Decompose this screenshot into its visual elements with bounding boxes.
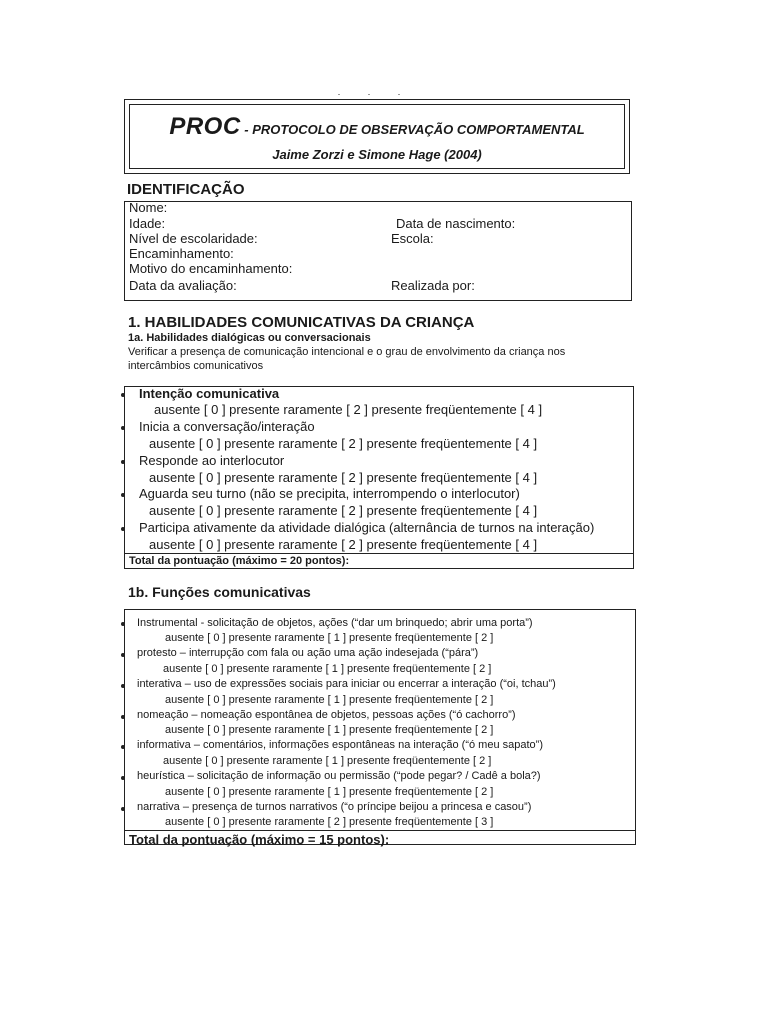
item-options: ausente [ 0 ] presente raramente [ 1 ] presente freqüentemente [ 2 ]: [163, 663, 492, 675]
dialogic-skills-box: [124, 386, 634, 569]
item-question: Instrumental - solicitação de objetos, ações (“dar um brinquedo; abrir uma porta”): [137, 617, 533, 629]
bullet-icon: [121, 807, 125, 811]
title-text: - PROTOCOLO DE OBSERVAÇÃO COMPORTAMENTAL: [240, 122, 585, 137]
item-options: ausente [ 0 ] presente raramente [ 1 ] presente freqüentemente [ 2 ]: [163, 755, 492, 767]
item-question: Responde ao interlocutor: [139, 453, 285, 468]
field-school: Escola:: [391, 231, 434, 246]
scan-specks: [338, 82, 428, 83]
bullet-icon: [121, 460, 125, 464]
field-age: Idade:: [129, 216, 166, 231]
item-question: protesto – interrupção com fala ou ação uma ação indesejada (“pára”): [137, 647, 479, 659]
title-box: [124, 99, 630, 174]
item-question: Inicia a conversação/interação: [139, 419, 315, 434]
bullet-icon: [121, 493, 125, 497]
section1a-heading: 1a. Habilidades dialógicas ou conversacionais: [128, 332, 371, 344]
item-question: Participa ativamente da atividade dialógica (alternância de turnos na interação): [139, 520, 595, 535]
section1a-total: Total da pontuação (máximo = 20 pontos):: [129, 555, 350, 567]
item-options: ausente [ 0 ] presente raramente [ 1 ] presente freqüentemente [ 2 ]: [165, 632, 494, 644]
document-authors: Jaime Zorzi e Simone Hage (2004): [272, 147, 482, 162]
section1a-description: [128, 345, 628, 373]
bullet-icon: [121, 715, 125, 719]
item-question: interativa – uso de expressões sociais para iniciar ou encerrar a interação (“oi, tchau”): [137, 678, 556, 690]
identification-heading: IDENTIFICAÇÃO: [127, 181, 245, 198]
bullet-icon: [121, 527, 125, 531]
item-question: heurística – solicitação de informação ou permissão (“pode pegar? / Cadê a bola?): [137, 770, 541, 782]
bullet-icon: [121, 745, 125, 749]
bullet-icon: [121, 684, 125, 688]
item-question: Intenção comunicativa: [139, 386, 280, 401]
identification-box: [124, 201, 632, 301]
field-name: Nome:: [129, 200, 168, 215]
field-birth-date: Data de nascimento:: [396, 216, 516, 231]
section1-heading: 1. HABILIDADES COMUNICATIVAS DA CRIANÇA: [128, 314, 475, 331]
field-evaluation-date: Data da avaliação:: [129, 278, 237, 293]
document-title: [130, 113, 624, 141]
item-question: nomeação – nomeação espontânea de objetos, pessoas ações (“ó cachorro”): [137, 709, 516, 721]
item-options: ausente [ 0 ] presente raramente [ 2 ] presente freqüentemente [ 4 ]: [154, 402, 543, 417]
item-options: ausente [ 0 ] presente raramente [ 2 ] presente freqüentemente [ 4 ]: [149, 436, 538, 451]
item-options: ausente [ 0 ] presente raramente [ 2 ] presente freqüentemente [ 3 ]: [165, 816, 494, 828]
item-options: ausente [ 0 ] presente raramente [ 1 ] presente freqüentemente [ 2 ]: [165, 724, 494, 736]
field-referral-reason: Motivo do encaminhamento:: [129, 261, 293, 276]
field-performed-by: Realizada por:: [391, 278, 475, 293]
description-line: Verificar a presença de comunicação intencional e o grau de envolvimento da criança nos: [128, 346, 566, 358]
field-education-level: Nível de escolaridade:: [129, 231, 258, 246]
title-inner-frame: [129, 104, 625, 169]
item-options: ausente [ 0 ] presente raramente [ 2 ] presente freqüentemente [ 4 ]: [149, 503, 538, 518]
communicative-functions-box: [124, 609, 636, 845]
item-options: ausente [ 0 ] presente raramente [ 2 ] presente freqüentemente [ 4 ]: [149, 470, 538, 485]
item-options: ausente [ 0 ] presente raramente [ 2 ] presente freqüentemente [ 4 ]: [149, 537, 538, 552]
bullet-icon: [121, 776, 125, 780]
item-question: Aguarda seu turno (não se precipita, interrompendo o interlocutor): [139, 486, 520, 501]
bullet-icon: [121, 426, 125, 430]
title-acronym: PROC: [169, 113, 241, 140]
total-divider: [125, 830, 635, 831]
total-divider: [125, 553, 633, 554]
bullet-icon: [121, 622, 125, 626]
bullet-icon: [121, 653, 125, 657]
section1b-heading: 1b. Funções comunicativas: [128, 584, 311, 600]
description-line: intercâmbios comunicativos: [128, 360, 264, 372]
bullet-icon: [121, 393, 125, 397]
section1b-total: Total da pontuação (máximo = 15 pontos):: [129, 832, 390, 847]
item-options: ausente [ 0 ] presente raramente [ 1 ] presente freqüentemente [ 2 ]: [165, 786, 494, 798]
item-question: narrativa – presença de turnos narrativos (“o príncipe beijou a princesa e casou”): [137, 801, 532, 813]
item-question: informativa – comentários, informações espontâneas na interação (“ó meu sapato”): [137, 739, 543, 751]
field-referral: Encaminhamento:: [129, 246, 234, 261]
item-options: ausente [ 0 ] presente raramente [ 1 ] presente freqüentemente [ 2 ]: [165, 694, 494, 706]
